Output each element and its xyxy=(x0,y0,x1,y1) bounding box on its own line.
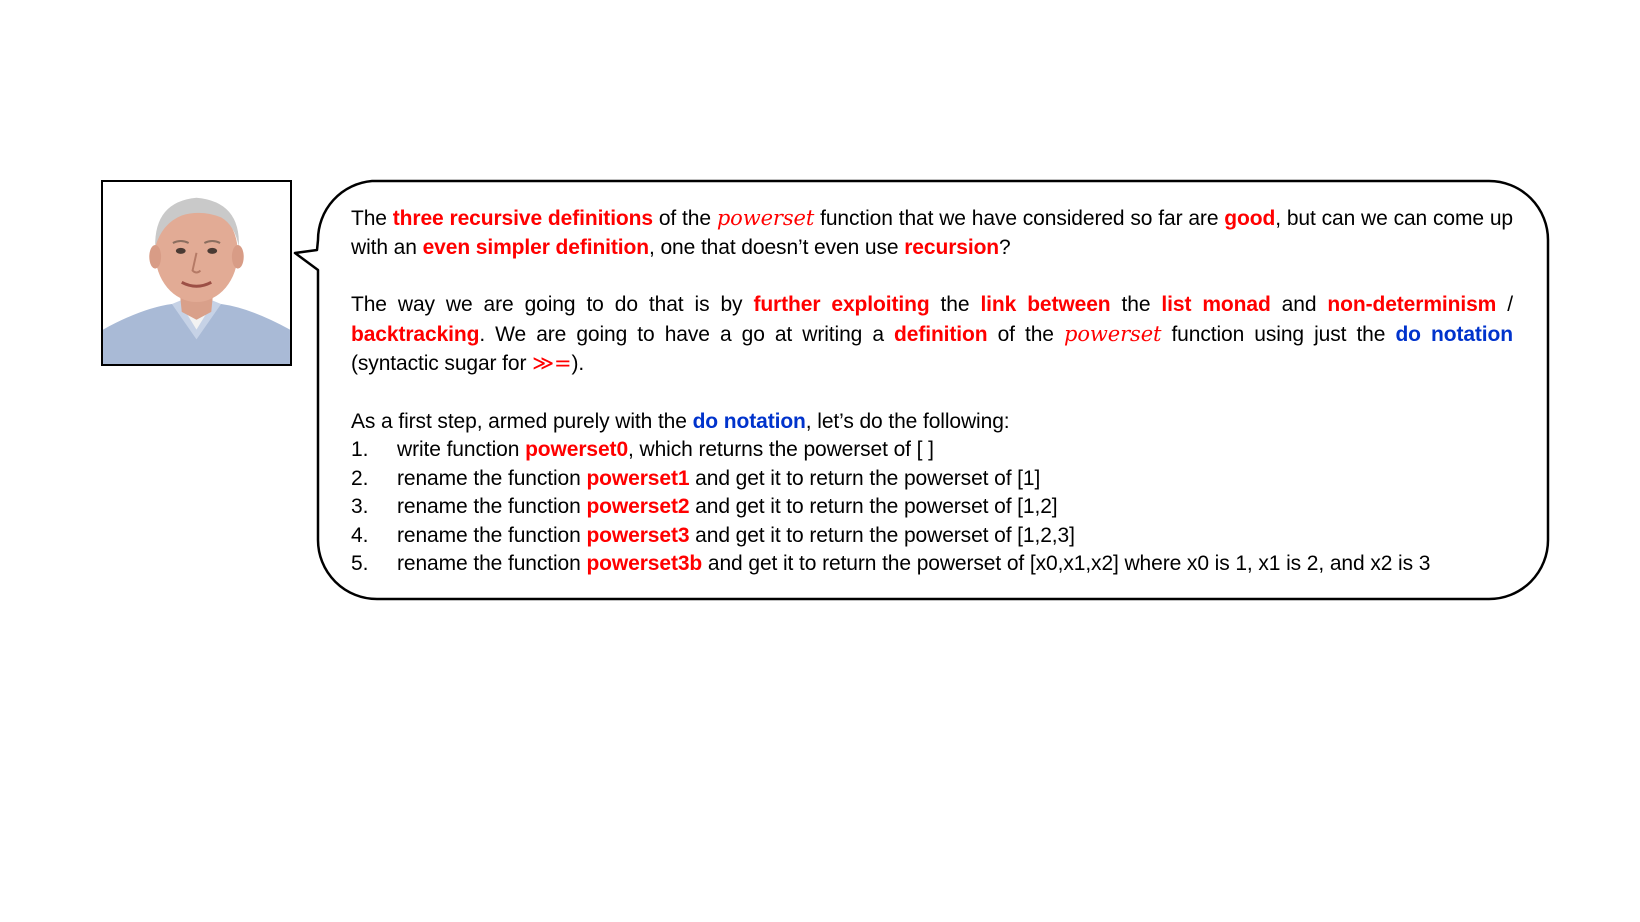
list-item: 2. rename the function powerset1 and get it to return the powerset of [1] xyxy=(351,466,1041,490)
highlight-do-notation: do notation xyxy=(1395,322,1513,346)
paragraph-approach: The way we are going to do that is by further exploiting the link between the list monad and non-determinism / backtracking. We are going to have a go at writing a definition of the powerset function using just the do notation (syntactic sugar for ≫=). xyxy=(351,293,1513,375)
steps-intro: As a first step, armed purely with the do notation, let’s do the following: xyxy=(351,409,1010,433)
function-name: powerset2 xyxy=(586,495,690,518)
function-name: powerset1 xyxy=(586,466,690,490)
math-powerset: powerset xyxy=(716,206,815,230)
function-name: powerset3 xyxy=(586,523,690,547)
list-item: 1. write function powerset0, which returns the powerset of [ ] xyxy=(351,438,934,461)
highlight-backtracking: backtracking xyxy=(351,322,480,346)
highlight-link-between: link between xyxy=(980,293,1111,316)
bind-operator: ≫= xyxy=(532,351,572,375)
highlight-good: good xyxy=(1224,207,1276,230)
bubble-text xyxy=(351,204,1513,579)
math-powerset: powerset xyxy=(1063,321,1162,346)
highlight-even-simpler-definition: even simpler definition xyxy=(422,235,649,259)
highlight-do-notation: do notation xyxy=(692,409,806,433)
paragraph-intro: The three recursive definitions of the powerset function that we have considered so far are good, but can we can come up with an even simpler definition, one that doesn’t even use recursion? xyxy=(351,206,1513,259)
paragraph-steps xyxy=(351,408,1513,579)
steps-list xyxy=(351,436,1513,579)
list-item: 4. rename the function powerset3 and get it to return the powerset of [1,2,3] xyxy=(351,523,1075,547)
list-item: 3. rename the function powerset2 and get it to return the powerset of [1,2] xyxy=(351,495,1058,518)
highlight-three-recursive-definitions: three recursive definitions xyxy=(392,207,653,230)
highlight-non-determinism: non-determinism xyxy=(1327,293,1497,316)
highlight-definition: definition xyxy=(894,322,988,346)
highlight-further-exploiting: further exploiting xyxy=(753,293,930,316)
list-item: 5. rename the function powerset3b and get it to return the powerset of [x0,x1,x2] where x0 is 1, x1 is 2, and x2 is 3 xyxy=(351,552,1431,575)
function-name: powerset3b xyxy=(586,552,703,575)
function-name: powerset0 xyxy=(525,438,629,461)
highlight-list-monad: list monad xyxy=(1161,293,1271,316)
highlight-recursion: recursion xyxy=(904,235,1000,259)
